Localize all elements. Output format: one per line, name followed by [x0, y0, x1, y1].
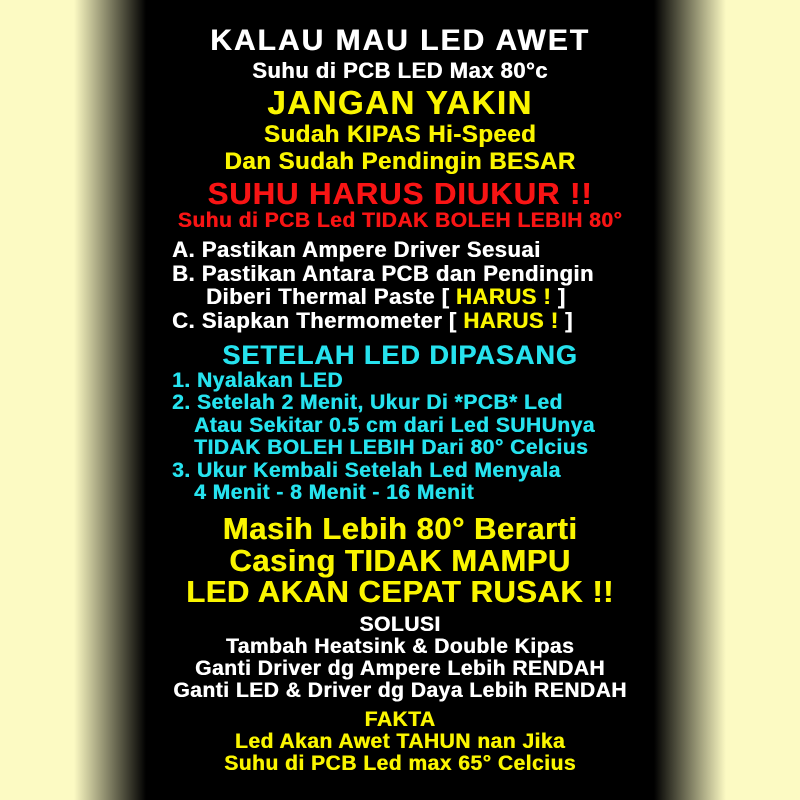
measure-headline: SUHU HARUS DIUKUR !! [207, 176, 593, 211]
fact-line-2: Suhu di PCB Led max 65° Celcius [224, 751, 576, 775]
checklist-item-b-continued [172, 285, 800, 309]
checklist-b2-text: Diberi Thermal Paste [ [206, 284, 456, 309]
checklist-b2-bracket: ] [551, 284, 566, 309]
steps-heading: SETELAH LED DIPASANG [222, 340, 578, 370]
step-2-continued-2: TIDAK BOLEH LEBIH Dari 80° Celcius [194, 436, 589, 460]
checklist-b2-highlight: HARUS ! [455, 284, 552, 309]
consequence-line-1: Masih Lebih 80° Berarti [222, 511, 578, 547]
step-3-continued: 4 Menit - 8 Menit - 16 Menit [194, 481, 475, 505]
step-2-continued-1: Atau Sekitar 0.5 cm dari Led SUHUnya [194, 413, 595, 437]
assumption-line-2: Dan Sudah Pendingin BESAR [224, 148, 576, 175]
checklist-item-c [172, 309, 800, 333]
fact-heading: FAKTA [364, 707, 436, 731]
solution-heading: SOLUSI [359, 612, 441, 636]
checklist-c-bracket: ] [558, 307, 573, 333]
poster-title: KALAU MAU LED AWET [210, 24, 590, 57]
warning-headline: JANGAN YAKIN [267, 84, 533, 121]
step-3: 3. Ukur Kembali Setelah Led Menyala [172, 458, 561, 482]
preparation-checklist [172, 238, 800, 332]
steps-list [172, 370, 800, 504]
consequence-line-2: Casing TIDAK MAMPU [229, 542, 571, 578]
solution-line-2: Ganti Driver dg Ampere Lebih RENDAH [195, 656, 605, 680]
fact-line-1: Led Akan Awet TAHUN nan Jika [234, 729, 566, 753]
assumption-line-1: Sudah KIPAS Hi-Speed [263, 121, 537, 148]
step-1: 1. Nyalakan LED [172, 369, 343, 392]
consequence-line-3: LED AKAN CEPAT RUSAK !! [186, 574, 614, 610]
poster-subtitle: Suhu di PCB LED Max 80°c [252, 58, 548, 83]
solution-line-3: Ganti LED & Driver dg Daya Lebih RENDAH [173, 678, 627, 702]
step-2: 2. Setelah 2 Menit, Ukur Di *PCB* Led [172, 391, 563, 415]
checklist-item-b: B. Pastikan Antara PCB dan Pendingin [172, 260, 594, 286]
checklist-c-highlight: HARUS ! [463, 307, 559, 333]
consequence-block [0, 513, 800, 608]
measure-subline: Suhu di PCB Led TIDAK BOLEH LEBIH 80° [177, 209, 623, 232]
checklist-c-text: C. Siapkan Thermometer [ [172, 307, 464, 333]
solution-line-1: Tambah Heatsink & Double Kipas [225, 634, 575, 658]
checklist-item-a: A. Pastikan Ampere Driver Sesuai [172, 237, 541, 262]
